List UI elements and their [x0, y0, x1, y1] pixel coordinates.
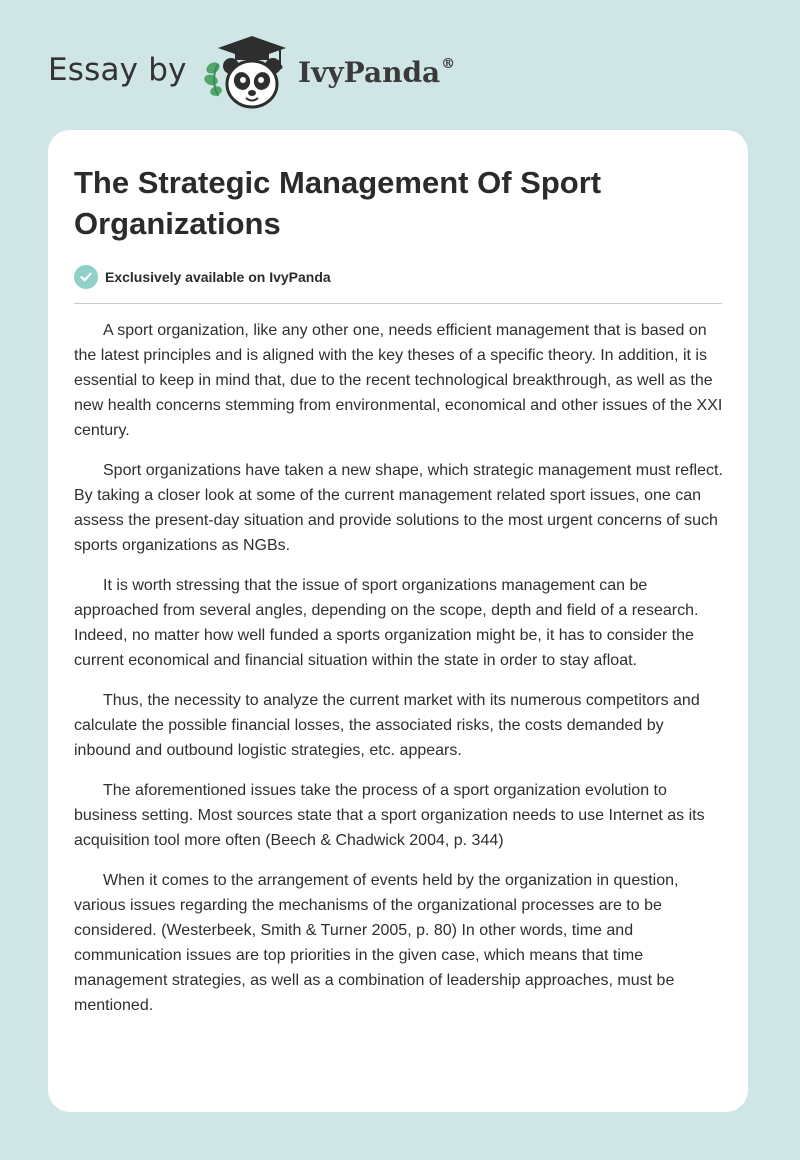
paragraph: A sport organization, like any other one, needs efficient management that is based on the latest principles and is aligned with the key theses of a specific theory. In addition, it is essential to keep in mind that, due to the recent technological breakthrough, as well as the new health concerns stemming from environmental, economical and other issues of the XXI century.: [74, 322, 723, 439]
essay-by-label: Essay by: [48, 52, 187, 88]
paragraph: Thus, the necessity to analyze the current market with its numerous competitors and calculate the possible financial losses, the associated risks, the costs demanded by inbound and outbound logistic strategies, etc. appears.: [74, 692, 700, 759]
site-header: [48, 34, 508, 110]
brand-name[interactable]: [298, 56, 455, 89]
divider: [74, 303, 722, 304]
essay-body: [74, 318, 724, 1033]
brand-name-text: IvyPanda: [298, 56, 441, 89]
page-title: The Strategic Management Of Sport Organizations: [74, 165, 602, 241]
ivy-leaf-icon: [203, 60, 223, 97]
check-circle-icon: [74, 265, 98, 289]
registered-mark: ®: [441, 56, 456, 72]
paragraph: The aforementioned issues take the process of a sport organization evolution to business setting. Most sources state that a sport organization needs to use Internet as its acquisition tool more often (Beech & Chadwick 2004, p. 344): [74, 782, 705, 849]
paragraph: Sport organizations have taken a new shape, which strategic management must reflect. By taking a closer look at some of the current management related sport issues, one can assess the present-day situation and provide solutions to the most urgent concerns of such sports organizations as NGBs.: [74, 462, 723, 554]
exclusive-badge: [74, 264, 331, 290]
paragraph: It is worth stressing that the issue of sport organizations management can be approached from several angles, depending on the scope, depth and field of a research. Indeed, no matter how well funded a sports organization might be, it has to consider the current economical and financial situation within the state in order to stay afloat.: [74, 577, 699, 669]
essay-card: [48, 130, 748, 1112]
panda-graduate-logo-icon[interactable]: [200, 34, 292, 110]
paragraph: When it comes to the arrangement of events held by the organization in question, various issues regarding the mechanisms of the organizational processes are to be considered. (Westerbeek, Smith & Turner 2005, p. 80) In other words, time and communication issues are top priorities in the given case, which means that time management strategies, as well as a combination of leadership approaches, must be mentioned.: [74, 872, 679, 1014]
exclusive-badge-text: Exclusively available on IvyPanda: [105, 269, 331, 285]
